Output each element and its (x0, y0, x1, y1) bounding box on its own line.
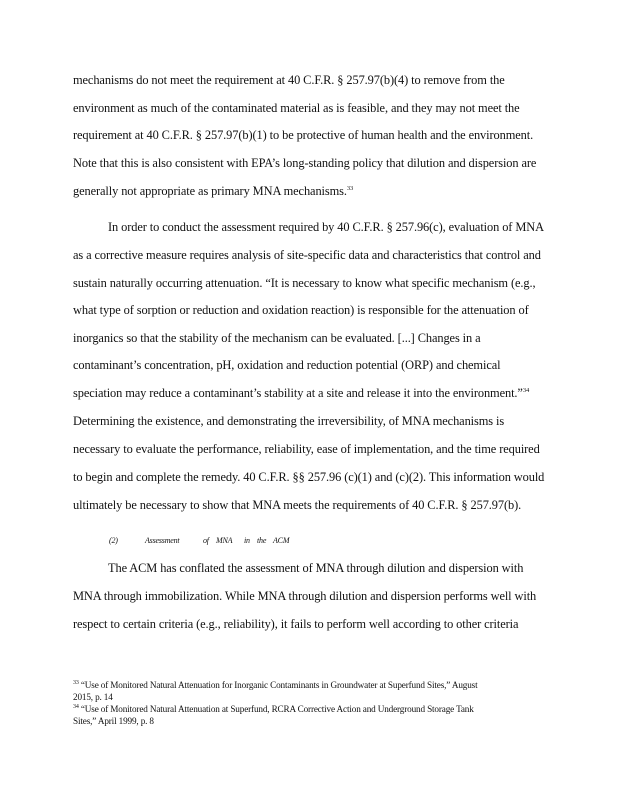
footnote-33 (73, 679, 477, 703)
section-heading (109, 536, 289, 545)
heading-word: ACM (273, 536, 290, 545)
footnote-mark: 34 (73, 703, 79, 710)
heading-word: MNA (216, 536, 233, 545)
body-line-with-footnote (73, 385, 529, 401)
footnote-ref-34[interactable]: 34 (522, 386, 530, 394)
footnote-ref-33[interactable]: 33 (346, 184, 354, 192)
body-line: respect to certain criteria (e.g., reliability), it fails to perform well according to other criteria (73, 617, 519, 631)
footnote-text: 2015, p. 14 (73, 692, 113, 702)
body-line: requirement at 40 C.F.R. § 257.97(b)(1) to be protective of human health and the environment. (73, 128, 534, 142)
heading-word: Assessment (145, 536, 180, 545)
body-line: Determining the existence, and demonstrating the irreversibility, of MNA mechanisms is (73, 414, 505, 428)
heading-word: the (257, 536, 267, 545)
heading-word: in (244, 536, 250, 545)
body-line: inorganics so that the stability of the mechanism can be evaluated. [...] Changes in a (73, 331, 481, 345)
body-line: as a corrective measure requires analysis of site-specific data and characteristics that control and (73, 248, 541, 262)
body-line-with-footnote (73, 183, 353, 199)
body-text: generally not appropriate as primary MNA mechanisms. (73, 184, 347, 198)
heading-number: (2) (109, 536, 118, 545)
footnote-text: “Use of Monitored Natural Attenuation at Superfund, RCRA Corrective Action and Underground Storage Tank (80, 704, 474, 714)
body-line: ultimately be necessary to show that MNA meets the requirements of 40 C.F.R. § 257.97(b). (73, 498, 522, 512)
body-line: The ACM has conflated the assessment of MNA through dilution and dispersion with (108, 561, 524, 575)
footnote-mark: 33 (73, 679, 79, 686)
body-line: Note that this is also consistent with EPA’s long-standing policy that dilution and dispersion are (73, 156, 537, 170)
body-line: to begin and complete the remedy. 40 C.F.R. §§ 257.96 (c)(1) and (c)(2). This information would (73, 470, 545, 484)
footnote-34 (73, 703, 474, 727)
body-line: environment as much of the contaminated material as is feasible, and they may not meet the (73, 101, 520, 115)
body-line: necessary to evaluate the performance, reliability, ease of implementation, and the time required (73, 442, 540, 456)
body-text: speciation may reduce a contaminant’s stability at a site and release it into the environment.” (73, 386, 523, 400)
body-line: what type of sorption or reduction and oxidation reaction) is responsible for the attenuation of (73, 303, 529, 317)
body-line: contaminant’s concentration, pH, oxidation and reduction potential (ORP) and chemical (73, 358, 501, 372)
body-line: sustain naturally occurring attenuation. “It is necessary to know what specific mechanism (e.g., (73, 276, 536, 290)
body-line: In order to conduct the assessment required by 40 C.F.R. § 257.96(c), evaluation of MNA (108, 220, 544, 234)
heading-word: of (203, 536, 209, 545)
body-line: mechanisms do not meet the requirement at 40 C.F.R. § 257.97(b)(4) to remove from the (73, 73, 505, 87)
body-line: MNA through immobilization. While MNA through dilution and dispersion performs well with (73, 589, 537, 603)
footnote-text: Sites,” April 1999, p. 8 (73, 716, 154, 726)
footnote-text: “Use of Monitored Natural Attenuation for Inorganic Contaminants in Groundwater at Superfund Sites,” August (80, 680, 478, 690)
